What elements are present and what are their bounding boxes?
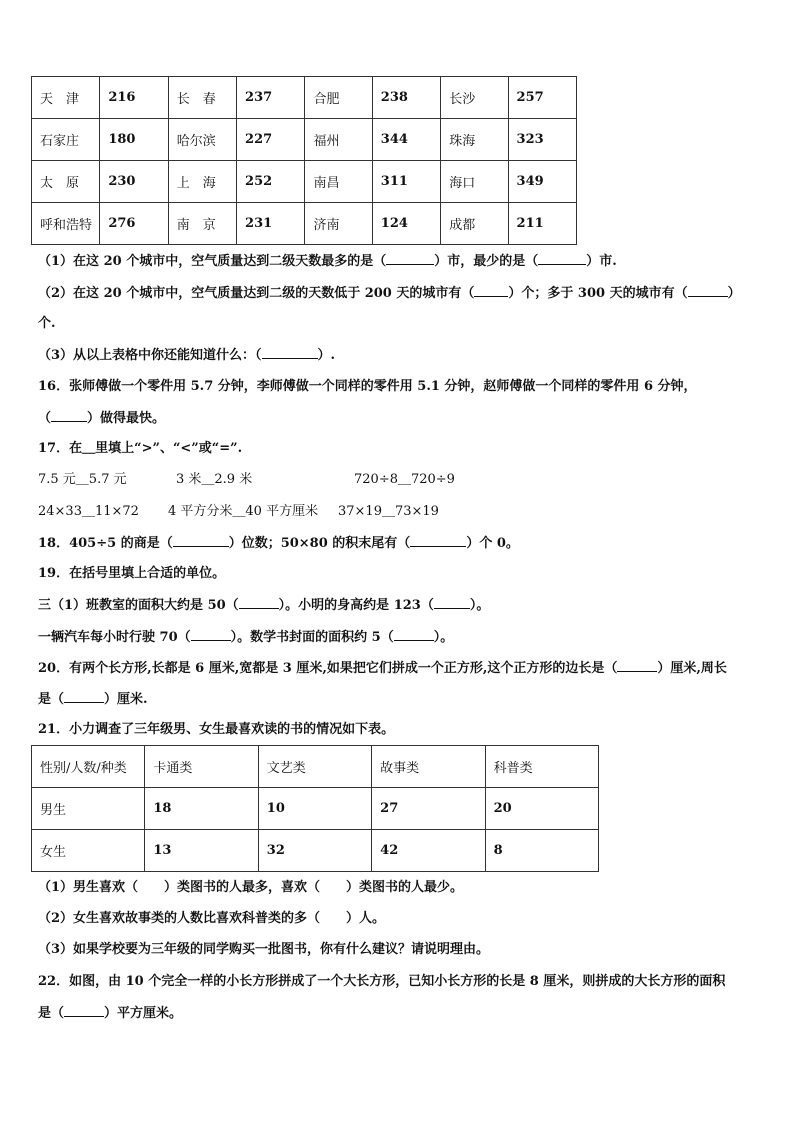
answer-blank[interactable] [394,628,434,641]
q19-line1 [38,596,489,615]
answer-blank[interactable] [617,659,657,672]
header-cell: 故事类 [372,746,485,788]
city-days-cell: 257 [508,77,576,119]
answer-blank[interactable] [239,596,279,609]
table-row [32,77,577,119]
answer-blank[interactable] [262,346,318,359]
city-name-cell: 长沙 [441,77,508,119]
table-row [32,161,577,203]
air-quality-table [31,76,577,245]
q17-title: 17．在＿里填上“>”、“<”或“=”. [38,441,243,456]
q18-text-a: 18．405÷5 的商是（ [38,536,173,551]
table-cell: 10 [258,788,371,830]
answer-blank[interactable] [386,252,434,265]
city-name-cell: 太 原 [32,161,100,203]
city-name-cell: 福州 [305,119,372,161]
q18-text-b: ）位数；50×80 的积末尾有（ [228,536,411,551]
city-days-cell: 124 [372,203,440,245]
answer-blank[interactable] [51,409,87,422]
answer-blank[interactable] [474,284,508,297]
answer-blank[interactable] [434,596,470,609]
q21-title: 21．小力调查了三年级男、女生最喜欢读的书的情况如下表。 [38,722,395,737]
table-cell: 13 [145,830,258,872]
table-row [32,119,577,161]
q18 [38,534,519,553]
city-days-cell: 231 [237,203,305,245]
q20-text-a: 20．有两个长方形,长都是 6 厘米,宽都是 3 厘米,如果把它们拼成一个正方形,这个正方形的边长是（ [38,661,618,676]
q22-line2 [38,1004,182,1023]
answer-blank[interactable] [64,690,104,703]
q16-line2 [38,409,165,428]
table-cell: 8 [485,830,598,872]
answer-blank[interactable] [191,628,231,641]
q15-part2 [38,284,741,303]
q17-row2-item2: 4 平方分米＿40 平方厘米 [168,504,319,519]
city-name-cell: 合肥 [305,77,372,119]
city-days-cell: 238 [372,77,440,119]
q15-part1-text-a: （1）在这 20 个城市中，空气质量达到二级天数最多的是（ [38,254,387,269]
city-days-cell: 252 [237,161,305,203]
q16-text-a: （ [38,411,52,426]
city-name-cell: 天 津 [32,77,100,119]
table-cell: 20 [485,788,598,830]
q15-part3 [38,346,335,365]
q15-part3-text-b: ）. [317,348,336,363]
city-name-cell: 石家庄 [32,119,100,161]
q19-line1-text-b: ）。小明的身高约是 123（ [278,598,434,613]
q15-part1 [38,252,617,271]
q15-part2-text-a: （2）在这 20 个城市中，空气质量达到二级的天数低于 200 天的城市有（ [38,286,475,301]
q15-part2-text-b: ）个；多于 300 天的城市有（ [508,286,688,301]
q20-text-c: 是（ [38,692,65,707]
city-days-cell: 180 [100,119,168,161]
city-days-cell: 344 [372,119,440,161]
header-cell: 卡通类 [145,746,258,788]
table-row [32,788,599,830]
table-cell: 18 [145,788,258,830]
row-label: 男生 [32,788,145,830]
city-name-cell: 哈尔滨 [168,119,236,161]
q20-line2 [38,690,148,709]
answer-blank[interactable] [688,284,728,297]
header-cell: 文艺类 [258,746,371,788]
city-days-cell: 211 [508,203,576,245]
q15-part1-text-b: ）市，最少的是（ [434,254,539,269]
q21-part3: （3）如果学校要为三年级的同学购买一批图书，你有什么建议？请说明理由。 [38,942,490,957]
table-cell: 32 [258,830,371,872]
q19-line1-text-c: ）。 [469,598,490,613]
city-days-cell: 216 [100,77,168,119]
answer-blank[interactable] [173,534,229,547]
q16-text-b: ）做得最快。 [87,411,166,426]
answer-blank[interactable] [410,534,466,547]
table-row [32,830,599,872]
city-name-cell: 南昌 [305,161,372,203]
q17-row1-item3: 720÷8＿720÷9 [354,472,455,487]
city-name-cell: 济南 [305,203,372,245]
table-cell: 42 [372,830,485,872]
q15-part1-text-c: ）市. [586,254,617,269]
city-name-cell: 珠海 [441,119,508,161]
city-days-cell: 311 [372,161,440,203]
city-name-cell: 成都 [441,203,508,245]
q15-part2-continued: 个. [38,316,56,331]
q21-part2: （2）女生喜欢故事类的人数比喜欢科普类的多（ ）人。 [38,911,386,926]
q22-text-a: 是（ [38,1006,65,1021]
city-days-cell: 237 [237,77,305,119]
book-preference-table [31,745,599,872]
q19-line2-text-c: ）。 [433,630,454,645]
q20-text-b: ）厘米,周长 [657,661,727,676]
row-label: 女生 [32,830,145,872]
q20-text-d: ）厘米. [104,692,148,707]
city-name-cell: 海口 [441,161,508,203]
table-row [32,203,577,245]
q15-part3-text-a: （3）从以上表格中你还能知道什么：（ [38,348,262,363]
q22-text-b: ）平方厘米。 [104,1006,183,1021]
q19-line1-text-a: 三（1）班教室的面积大约是 50（ [38,598,239,613]
answer-blank[interactable] [64,1004,104,1017]
header-cell: 性别/人数/种类 [32,746,145,788]
q19-title: 19．在括号里填上合适的单位。 [38,566,226,581]
q22-line1: 22．如图，由 10 个完全一样的小长方形拼成了一个大长方形，已知小长方形的长是 8 厘米，则拼成的大长方形的面积 [38,974,726,989]
city-name-cell: 呼和浩特 [32,203,100,245]
q17-row1-item1: 7.5 元＿5.7 元 [38,472,127,487]
q17-row1-item2: 3 米＿2.9 米 [176,472,253,487]
city-name-cell: 上 海 [168,161,236,203]
q17-row2-item1: 24×33＿11×72 [38,504,139,519]
q19-line2 [38,628,453,647]
city-days-cell: 227 [237,119,305,161]
q19-line2-text-b: ）。数学书封面的面积约 5（ [230,630,394,645]
q21-part1: （1）男生喜欢（ ）类图书的人最多，喜欢（ ）类图书的人最少。 [38,880,464,895]
city-days-cell: 276 [100,203,168,245]
table-header-row [32,746,599,788]
q20-line1 [38,659,727,678]
q18-text-c: ）个 0。 [466,536,519,551]
table-cell: 27 [372,788,485,830]
q15-part2-text-c: ） [727,286,741,301]
q17-row2-item3: 37×19＿73×19 [338,504,439,519]
q16-line1: 16．张师傅做一个零件用 5.7 分钟，李师傅做一个同样的零件用 5.1 分钟，赵师傅做一个同样的零件用 6 分钟， [38,379,697,394]
city-name-cell: 长 春 [168,77,236,119]
city-name-cell: 南 京 [168,203,236,245]
city-days-cell: 230 [100,161,168,203]
answer-blank[interactable] [538,252,586,265]
city-days-cell: 349 [508,161,576,203]
header-cell: 科普类 [485,746,598,788]
city-days-cell: 323 [508,119,576,161]
q19-line2-text-a: 一辆汽车每小时行驶 70（ [38,630,191,645]
